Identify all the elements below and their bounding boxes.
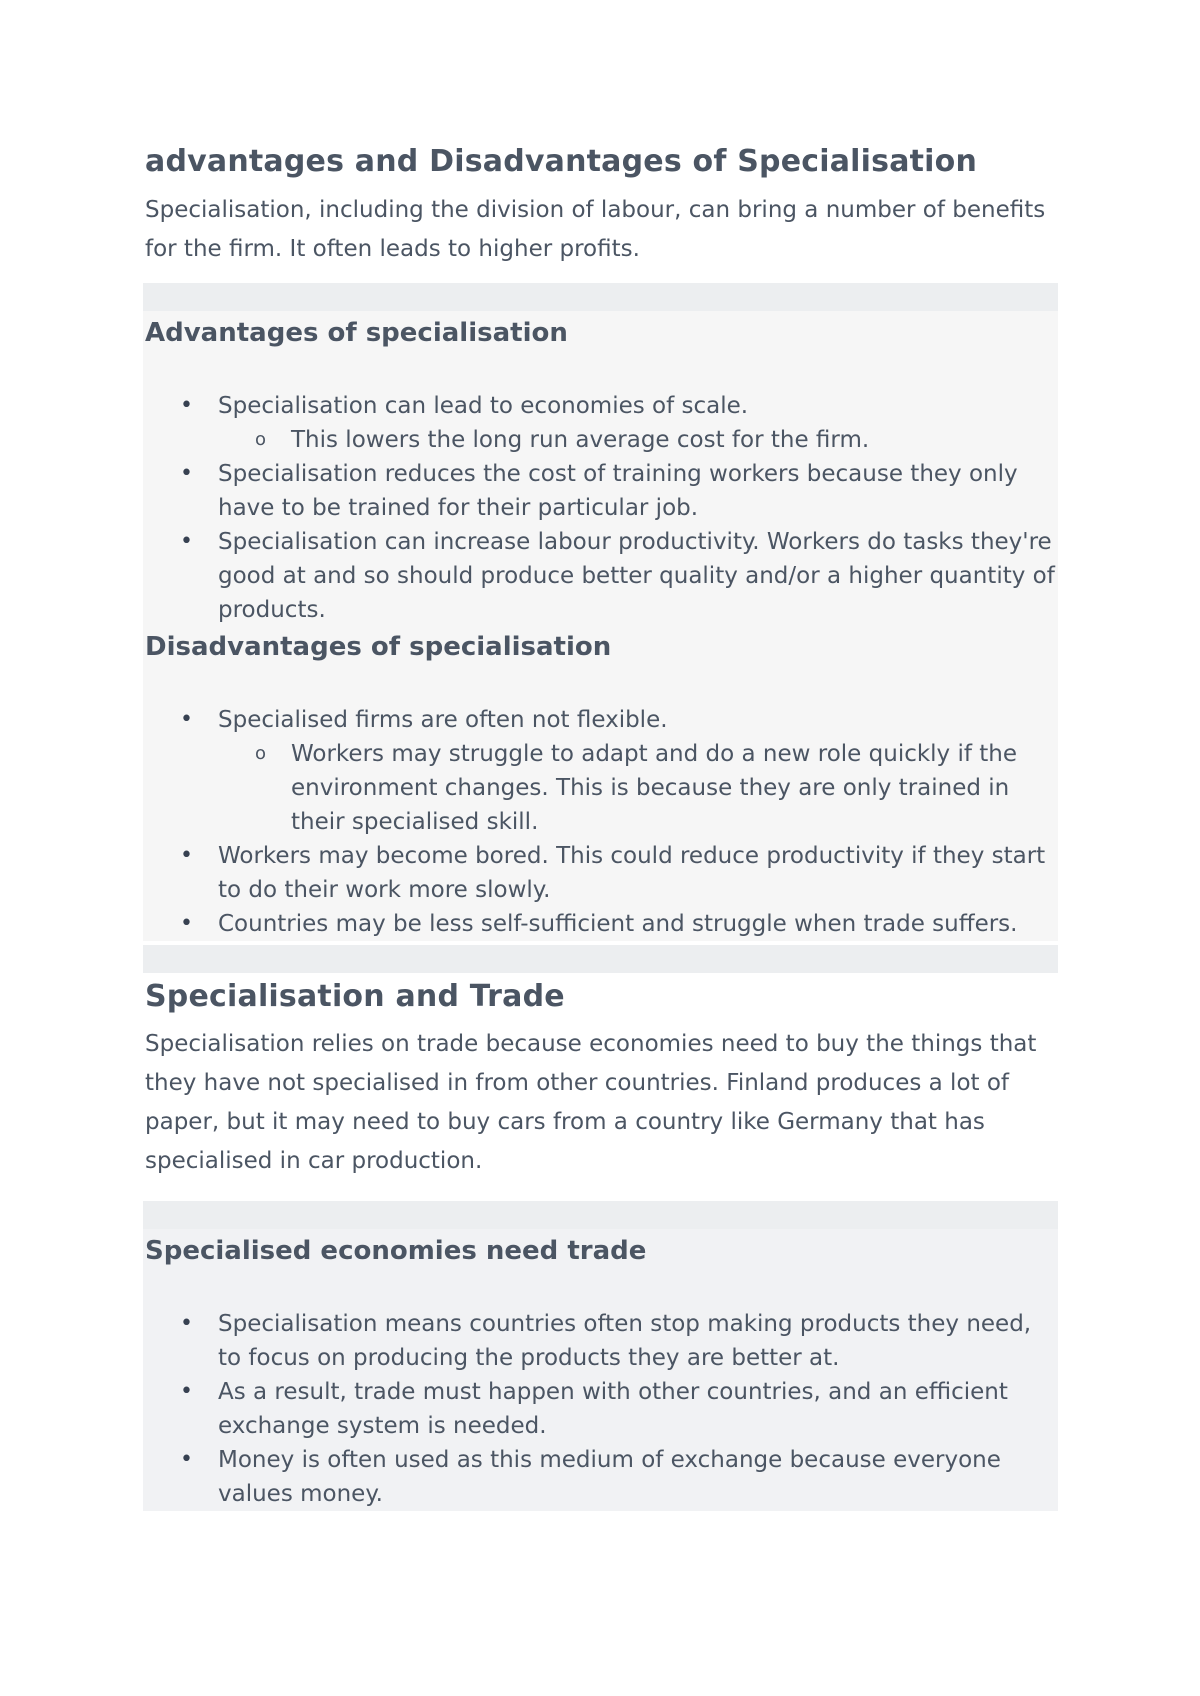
page-title: advantages and Disadvantages of Specialisation — [145, 144, 978, 179]
list-item: • Specialisation can increase labour productivity. Workers do tasks they're good at and so should produce better quality and/or a higher quantity of products. — [145, 525, 1058, 627]
trade-heading: Specialisation and Trade — [145, 979, 565, 1014]
advantages-sub-list — [145, 423, 1058, 457]
list-item: • Specialised firms are often not flexible. — [145, 703, 1058, 737]
intro-paragraph: Specialisation, including the division of labour, can bring a number of benefits for the firm. It often leads to higher profits. — [145, 197, 1046, 262]
need-trade-heading: Specialised economies need trade — [145, 1236, 647, 1266]
list-item: • Countries may be less self-sufficient and struggle when trade suffers. — [145, 907, 1058, 941]
advantages-heading: Advantages of specialisation — [145, 318, 568, 348]
sub-list-item: o This lowers the long run average cost for the firm. — [145, 423, 1058, 457]
document-page — [145, 140, 1058, 1511]
section-divider — [143, 283, 1058, 311]
disadvantages-sub-list — [145, 737, 1058, 839]
list-item: • Specialisation means countries often stop making products they need, to focus on producing the products they are better at. — [145, 1307, 1058, 1375]
sub-list-item: o Workers may struggle to adapt and do a new role quickly if the environment changes. This is because they are only trained in their specialised skill. — [145, 737, 1058, 839]
section-divider — [143, 1201, 1058, 1229]
specialisation-box — [143, 311, 1058, 941]
list-item: • Workers may become bored. This could reduce productivity if they start to do their work more slowly. — [145, 839, 1058, 907]
disadvantages-list — [145, 703, 1058, 737]
list-item: • Specialisation reduces the cost of training workers because they only have to be trained for their particular job. — [145, 457, 1058, 525]
trade-paragraph: Specialisation relies on trade because economies need to buy the things that they have not specialised in from other countries. Finland produces a lot of paper, but it may need to buy cars from a country like Germany that has specialised in car production. — [145, 1031, 1037, 1174]
list-item: • Money is often used as this medium of exchange because everyone values money. — [145, 1443, 1058, 1511]
advantages-list — [145, 389, 1058, 423]
list-item: • Specialisation can lead to economies of scale. — [145, 389, 1058, 423]
trade-box — [143, 1229, 1058, 1511]
section-divider — [143, 945, 1058, 973]
disadvantages-heading: Disadvantages of specialisation — [145, 632, 612, 662]
list-item: • As a result, trade must happen with other countries, and an efficient exchange system is needed. — [145, 1375, 1058, 1443]
need-trade-list — [145, 1307, 1058, 1511]
